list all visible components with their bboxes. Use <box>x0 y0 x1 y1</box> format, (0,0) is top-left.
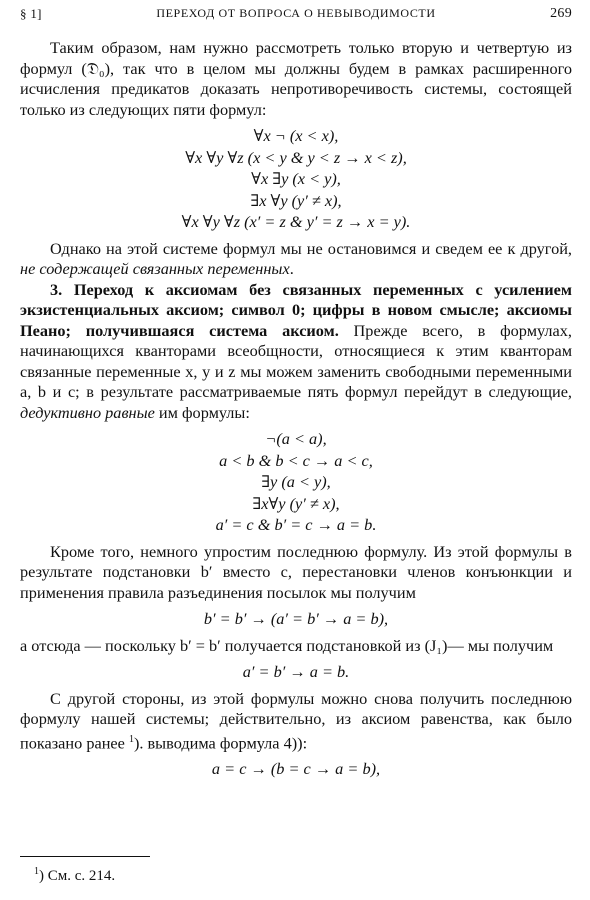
formula-block-3 <box>20 608 572 630</box>
footnote-rule <box>20 856 150 857</box>
formula: a′ = b′ → a = b. <box>242 662 350 681</box>
paragraph-4: Кроме того, немного упростим последнюю формулу. Из этой формулы в результате подстановки b′ вместо c, перестановки членов конъюнкции и применения правила разъединения посылок мы получим <box>20 541 572 602</box>
formula: ¬(a < a), <box>265 429 327 448</box>
formula: ∀x ∃y (x < y), <box>251 169 341 188</box>
paragraph-2-emphasis: не содержащей связанных переменных <box>20 259 290 278</box>
section-mark: § 1] <box>20 6 42 21</box>
page-body <box>20 38 572 786</box>
formula-block-1 <box>20 125 572 233</box>
formula: a < b & b < c → a < c, <box>219 450 373 470</box>
paragraph-3-emphasis: дедуктивно равные <box>20 402 155 422</box>
paragraph-6-text: С другой стороны, из этой формулы можно снова получить последнюю формулу нашей системы; действительно, из аксиом равенства, как было показано ранее <box>20 688 572 752</box>
paragraph-3-end: им формулы: <box>154 402 250 422</box>
paragraph-2-text: Однако на этой системе формул мы не остановимся и сведем ее к другой, <box>50 238 572 258</box>
paragraph-3 <box>20 280 572 424</box>
formula: b′ = b′ → (a′ = b′ → a = b), <box>203 609 389 628</box>
paragraph-2 <box>20 239 572 280</box>
formula-block-2 <box>20 428 572 536</box>
footnote <box>34 866 115 885</box>
formula: ∃y (a < y), <box>261 472 331 491</box>
formula: ∀x ∀y ∀z (x′ = z & y′ = z → x = y). <box>181 212 411 231</box>
formula: ∀x ∀y ∀z (x < y & y < z → x < z), <box>185 147 407 167</box>
footnote-mark: 1 <box>34 866 39 877</box>
footnote-text: ) См. с. 214. <box>39 868 116 884</box>
formula: ∃x∀y (y′ ≠ x), <box>252 493 340 513</box>
paragraph-5: а отсюда — поскольку b′ = b′ получается подстановкой из (J₁)— мы получим <box>20 635 554 655</box>
running-title: ПЕРЕХОД ОТ ВОПРОСА О НЕВЫВОДИМОСТИ <box>156 6 436 20</box>
paragraph-1: Таким образом, нам нужно рассмотреть только вторую и четвертую из формул (𝔇₀), так что в целом мы должны будем в рамках расширенного исчисления предикатов доказать непротиворечивость системы, состоящей только из следующих пяти формул: <box>20 38 572 119</box>
formula: ∃x ∀y (y′ ≠ x), <box>250 190 342 210</box>
section-heading: 3. Переход к аксиомам без связанных переменных с усилением экзистенциальных аксиом; символ 0; цифры в новом смысле; аксиомы Пеано; получившаяся система аксиом. <box>20 279 572 340</box>
formula-block-4 <box>20 661 572 683</box>
footnote-ref[interactable]: 1 <box>128 733 134 745</box>
formula-block-5 <box>20 758 572 780</box>
paragraph-6 <box>20 689 572 754</box>
formula: a′ = c & b′ = c → a = b. <box>215 515 377 534</box>
running-header <box>20 6 572 28</box>
formula: ∀x ¬ (x < x), <box>253 126 339 145</box>
paragraph-2-end: . <box>289 259 294 278</box>
paragraph-3-text: Прежде всего, в формулах, начинающихся кванторами всеобщности, относящиеся к этим кванторам связанные переменные x, y и z мы можем заменить свободными переменными a, b и c; в результате рассматриваемые пять формул перейдут в следующие, <box>20 320 572 401</box>
paragraph-6-end: ). выводима формула 4)): <box>133 732 308 752</box>
formula: a = c → (b = c → a = b), <box>211 759 381 779</box>
page-number: 269 <box>550 6 572 21</box>
